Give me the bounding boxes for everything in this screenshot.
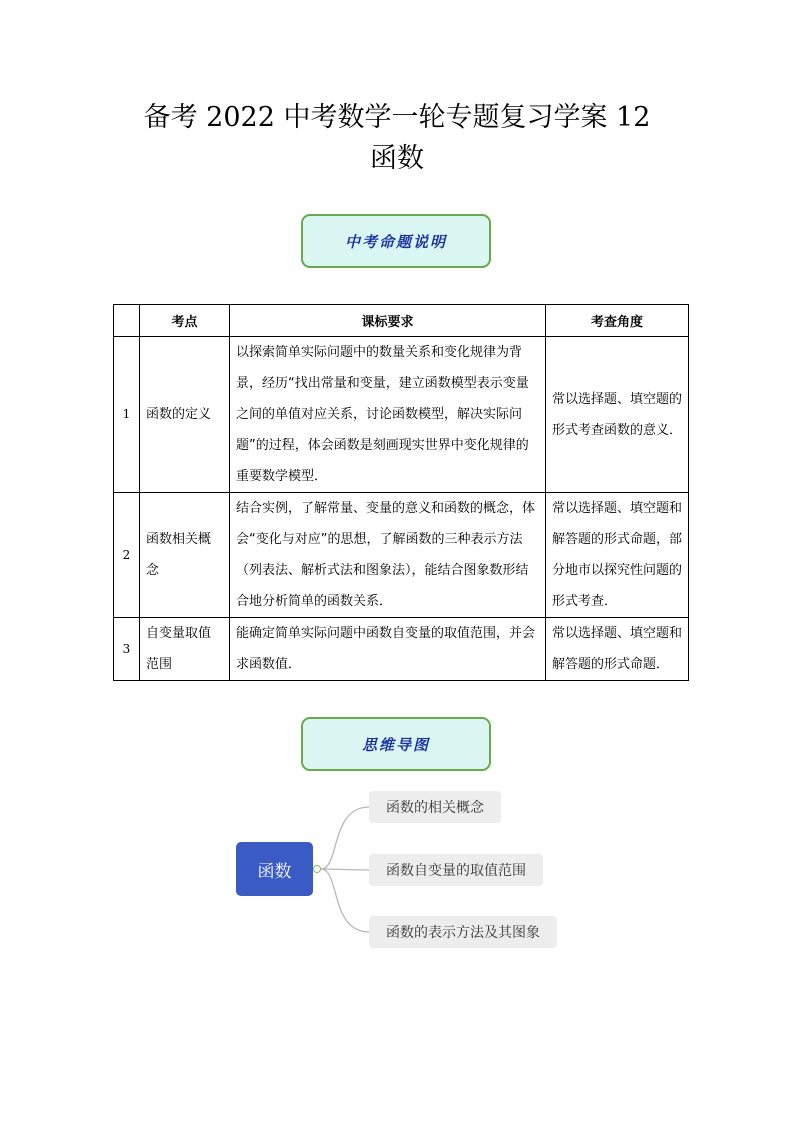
mind-map-banner: 思维导图 — [301, 717, 491, 771]
connector-branch-2 — [321, 869, 369, 870]
connector-branch-3 — [321, 869, 369, 932]
header-requirement: 课标要求 — [230, 305, 546, 337]
row-point: 自变量取值范围 — [140, 618, 230, 681]
header-num — [114, 305, 140, 337]
row-angle: 常以选择题、填空题和解答题的形式命题，部分地市以探究性问题的形式考查． — [546, 493, 689, 618]
row-num: 2 — [114, 493, 140, 618]
header-angle: 考查角度 — [546, 305, 689, 337]
row-angle: 常以选择题、填空题和解答题的形式命题． — [546, 618, 689, 681]
row-point: 函数相关概念 — [140, 493, 230, 618]
mind-map-branch-3: 函数的表示方法及其图象 — [369, 916, 557, 948]
exam-spec-table — [113, 304, 689, 681]
table-row — [114, 337, 689, 493]
row-point: 函数的定义 — [140, 337, 230, 493]
row-requirement: 以探索简单实际问题中的数量关系和变化规律为背景，经历“找出常量和变量，建立函数模型表示变量之间的单值对应关系，讨论函数模型，解决实际问题”的过程，体会函数是刻画现实世界中变化规律的重要数学模型． — [230, 337, 546, 493]
mind-map-branch-1: 函数的相关概念 — [369, 791, 501, 823]
row-num: 3 — [114, 618, 140, 681]
row-num: 1 — [114, 337, 140, 493]
mind-map-branch-2: 函数自变量的取值范围 — [369, 854, 543, 886]
row-angle: 常以选择题、填空题的形式考查函数的意义． — [546, 337, 689, 493]
row-requirement: 结合实例，了解常量、变量的意义和函数的概念，体会“变化与对应”的思想，了解函数的三种表示方法（列表法、解析式法和图象法），能结合图象数形结合地分析简单的函数关系． — [230, 493, 546, 618]
document-title-line1: 备考 2022 中考数学一轮专题复习学案 12 — [143, 102, 651, 133]
connector-branch-1 — [321, 807, 369, 869]
table-row — [114, 493, 689, 618]
table-header-row — [114, 305, 689, 337]
row-requirement: 能确定简单实际问题中函数自变量的取值范围，并会求函数值． — [230, 618, 546, 681]
document-title-line2: 函数 — [370, 143, 424, 174]
table-row — [114, 618, 689, 681]
exam-notes-banner: 中考命题说明 — [301, 214, 491, 268]
collapse-toggle-icon — [313, 865, 321, 873]
header-point: 考点 — [140, 305, 230, 337]
mind-map-root: 函数 — [236, 842, 313, 896]
